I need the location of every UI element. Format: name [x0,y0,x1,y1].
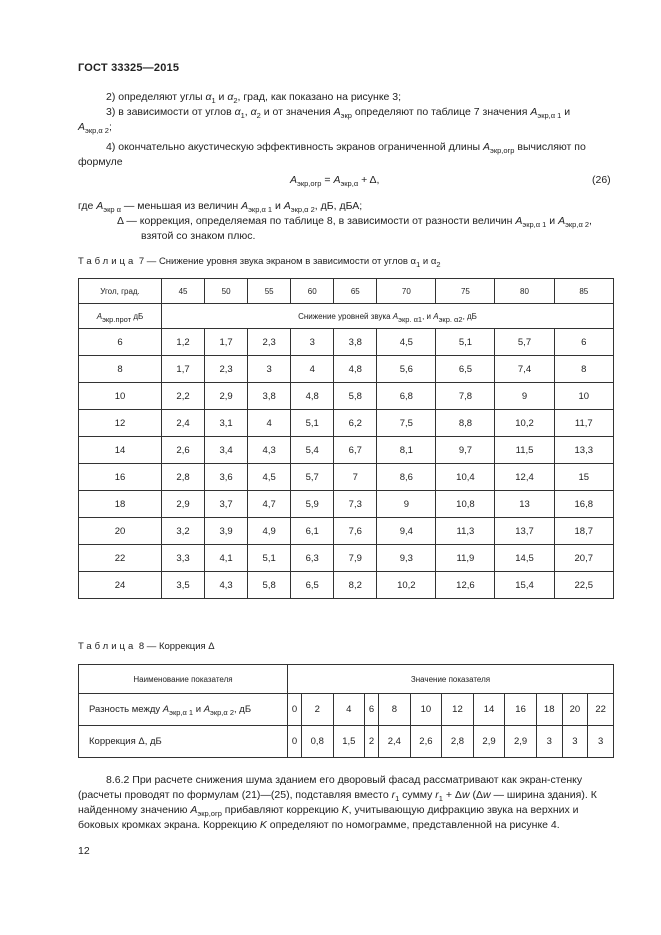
table-cell: 2,6 [162,437,205,464]
table-cell: 14,5 [495,545,554,572]
row-level-cell: 14 [79,437,162,464]
step-3: 3) в зависимости от углов $\alpha_1$, $\alpha_2$ и от значения $A_{экр}$ определяют по таблице 7 значения $A_{экр,\alpha 1}$ и $A_{экр,\alpha 2}$; [78,106,571,135]
table-cell: 6,5 [291,572,334,599]
document-header: ГОСТ 33325—2015 [78,62,180,74]
table-cell: 13,3 [554,437,613,464]
table-cell: 7 [334,464,377,491]
table-cell: 2,4 [162,410,205,437]
correction-value-cell: 2,9 [473,726,505,758]
table-cell: 3,8 [248,383,291,410]
correction-label: Коррекция Δ, дБ [79,726,288,758]
col2-header: Значение показателя [288,665,614,694]
table-cell: 7,5 [377,410,436,437]
table-cell: 5,8 [248,572,291,599]
correction-value-cell: 0,8 [301,726,333,758]
step-4: 4) окончательно акустическую эффективность экранов ограниченной длины $A_{экр,огр}$ вычисляют по формуле [78,141,586,168]
difference-value-cell: 10 [410,694,442,726]
table-cell: 10,8 [436,491,495,518]
table-cell: 10,2 [377,572,436,599]
table-cell: 9 [495,383,554,410]
table-cell: 8 [554,356,613,383]
difference-value-cell: 8 [379,694,411,726]
correction-value-cell: 3 [562,726,588,758]
table-cell: 3,9 [205,518,248,545]
row-level-cell: 20 [79,518,162,545]
correction-value-cell: 1,5 [333,726,365,758]
where-clause-2: Δ — коррекция, определяемая по таблице 8, в зависимости от разности величин $A_{экр,\alpha 1}$ и $A_{экр,\alpha 2}$, [117,215,592,229]
step-2: 2) определяют углы $\alpha_1$ и $\alpha_2$, град, как показано на рисунке 3; [106,91,402,105]
table-cell: 3,2 [162,518,205,545]
table-cell: 12,6 [436,572,495,599]
table-cell: 2,9 [205,383,248,410]
table-cell: 3,4 [205,437,248,464]
difference-value-cell: 22 [588,694,614,726]
table-cell: 16,8 [554,491,613,518]
table-cell: 6 [554,329,613,356]
table-cell: 8,1 [377,437,436,464]
table-cell: 6,1 [291,518,334,545]
table-8-difference-row [79,694,614,726]
angle-cell: 70 [377,279,436,304]
table-7-subheader-row [79,304,614,329]
table-cell: 15,4 [495,572,554,599]
table-cell: 12,4 [495,464,554,491]
table-cell: 2,8 [162,464,205,491]
table-cell: 4,5 [377,329,436,356]
table-cell: 6,8 [377,383,436,410]
table-cell: 9,7 [436,437,495,464]
table-8-caption: Таблица 8 — Коррекция Δ [78,641,215,652]
difference-value-cell: 18 [536,694,562,726]
table-cell: 4,1 [205,545,248,572]
table-cell: 5,4 [291,437,334,464]
table-cell: 11,3 [436,518,495,545]
table-row [79,437,614,464]
col1-header: Наименование показателя [79,665,288,694]
table-cell: 7,4 [495,356,554,383]
difference-value-cell: 0 [288,694,302,726]
difference-value-cell: 2 [301,694,333,726]
table-cell: 6,5 [436,356,495,383]
table-cell: 3,3 [162,545,205,572]
table-cell: 1,2 [162,329,205,356]
table-cell: 3,7 [205,491,248,518]
table-cell: 5,8 [334,383,377,410]
table-cell: 3,6 [205,464,248,491]
correction-value-cell: 2,9 [505,726,537,758]
difference-label: Разность между $A_{экр,\alpha 1}$ и $A_{экр,\alpha 2}$, дБ [79,694,288,726]
table-cell: 2,9 [162,491,205,518]
angle-cell: 45 [162,279,205,304]
angle-cell: 85 [554,279,613,304]
table-cell: 9,3 [377,545,436,572]
angle-cell: 75 [436,279,495,304]
table-cell: 13,7 [495,518,554,545]
table-cell: 15 [554,464,613,491]
table-row [79,410,614,437]
difference-value-cell: 16 [505,694,537,726]
table-cell: 4,8 [334,356,377,383]
row-level-cell: 8 [79,356,162,383]
difference-value-cell: 20 [562,694,588,726]
row-level-cell: 10 [79,383,162,410]
where-clause-2-cont: взятой со знаком плюс. [141,230,256,242]
angle-label-cell: Угол, град. [79,279,162,304]
where-clause-1: где $A_{экр \alpha}$ — меньшая из величин $A_{экр,\alpha 1}$ и $A_{экр,\alpha 2}$, дБ, дБА; [78,200,363,214]
table-row [79,572,614,599]
table-7-body [79,329,614,599]
table-row [79,491,614,518]
row-level-cell: 6 [79,329,162,356]
table-cell: 13 [495,491,554,518]
table-8-header-row [79,665,614,694]
difference-value-cell: 4 [333,694,365,726]
table-cell: 11,5 [495,437,554,464]
table-7 [78,278,614,599]
table-cell: 3,8 [334,329,377,356]
formula-26: $A_{экр,огр} = A_{экр,\alpha} + \Delta$, [290,174,380,188]
table-cell: 4,8 [291,383,334,410]
table-cell: 8,2 [334,572,377,599]
paragraph-8-6-2: 8.6.2 При расчете снижения шума зданием его дворовый фасад рассматривают как экран-стенку (расчеты проводят по формулам (21)—(25), подставляя вместо $r_1$ сумму $r_1 + \Delta w$ (Δw — ширина здания). К найденному значению $A_{экр,огр}$ прибавляют коррекцию K, учитывающую дифракцию звука на верхних и боковых кромках экрана. Коррекцию K определяют по номограмме, представленной на рисунке 4. [78,774,597,831]
table-cell: 4,7 [248,491,291,518]
row-label-header: $A_{экр.прот}$ дБ [79,304,162,329]
table-cell: 10,2 [495,410,554,437]
table-cell: 9 [377,491,436,518]
table-row [79,545,614,572]
formula-number: (26) [592,174,611,186]
table-cell: 6,3 [291,545,334,572]
table-cell: 5,9 [291,491,334,518]
table-cell: 7,8 [436,383,495,410]
table-cell: 4,3 [248,437,291,464]
table-row [79,464,614,491]
table-cell: 4,5 [248,464,291,491]
difference-value-cell: 12 [442,694,474,726]
row-level-cell: 22 [79,545,162,572]
correction-value-cell: 0 [288,726,302,758]
row-level-cell: 12 [79,410,162,437]
table-cell: 11,9 [436,545,495,572]
angle-cell: 60 [291,279,334,304]
table-cell: 10,4 [436,464,495,491]
table-cell: 7,3 [334,491,377,518]
table-cell: 8,8 [436,410,495,437]
correction-value-cell: 2 [365,726,379,758]
table-cell: 4 [291,356,334,383]
table-cell: 6,7 [334,437,377,464]
table-cell: 10 [554,383,613,410]
table-row [79,329,614,356]
correction-value-cell: 2,4 [379,726,411,758]
table-cell: 3 [291,329,334,356]
table-cell: 9,4 [377,518,436,545]
table-cell: 2,3 [248,329,291,356]
table-row [79,518,614,545]
difference-value-cell: 6 [365,694,379,726]
table-8-correction-row [79,726,614,758]
table-cell: 3,5 [162,572,205,599]
subheader-cell: Снижение уровней звука $A_{экр. \alpha 1}$, и $A_{экр. \alpha 2}$, дБ [162,304,614,329]
angle-cell: 65 [334,279,377,304]
correction-value-cell: 2,8 [442,726,474,758]
table-cell: 7,9 [334,545,377,572]
table-7-caption: Таблица 7 — Снижение уровня звука экраном в зависимости от углов $\alpha_1$ и $\alpha_2$ [78,256,441,269]
table-cell: 4,9 [248,518,291,545]
difference-value-cell: 14 [473,694,505,726]
row-level-cell: 16 [79,464,162,491]
angle-cell: 55 [248,279,291,304]
table-row [79,356,614,383]
page-number: 12 [78,845,90,857]
table-8 [78,664,614,758]
table-cell: 18,7 [554,518,613,545]
table-cell: 4 [248,410,291,437]
table-cell: 5,1 [291,410,334,437]
table-cell: 4,3 [205,572,248,599]
table-cell: 8,6 [377,464,436,491]
table-cell: 5,6 [377,356,436,383]
angle-cell: 80 [495,279,554,304]
table-cell: 1,7 [205,329,248,356]
table-cell: 3,1 [205,410,248,437]
table-cell: 22,5 [554,572,613,599]
table-cell: 3 [248,356,291,383]
row-level-cell: 18 [79,491,162,518]
table-cell: 5,1 [436,329,495,356]
row-level-cell: 24 [79,572,162,599]
table-cell: 20,7 [554,545,613,572]
correction-value-cell: 2,6 [410,726,442,758]
table-cell: 6,2 [334,410,377,437]
table-cell: 2,2 [162,383,205,410]
correction-value-cell: 3 [536,726,562,758]
correction-value-cell: 3 [588,726,614,758]
table-cell: 11,7 [554,410,613,437]
angle-cell: 50 [205,279,248,304]
table-cell: 1,7 [162,356,205,383]
table-cell: 7,6 [334,518,377,545]
table-cell: 5,1 [248,545,291,572]
table-7-angle-row [79,279,614,304]
table-cell: 5,7 [495,329,554,356]
table-row [79,383,614,410]
table-cell: 2,3 [205,356,248,383]
table-cell: 5,7 [291,464,334,491]
